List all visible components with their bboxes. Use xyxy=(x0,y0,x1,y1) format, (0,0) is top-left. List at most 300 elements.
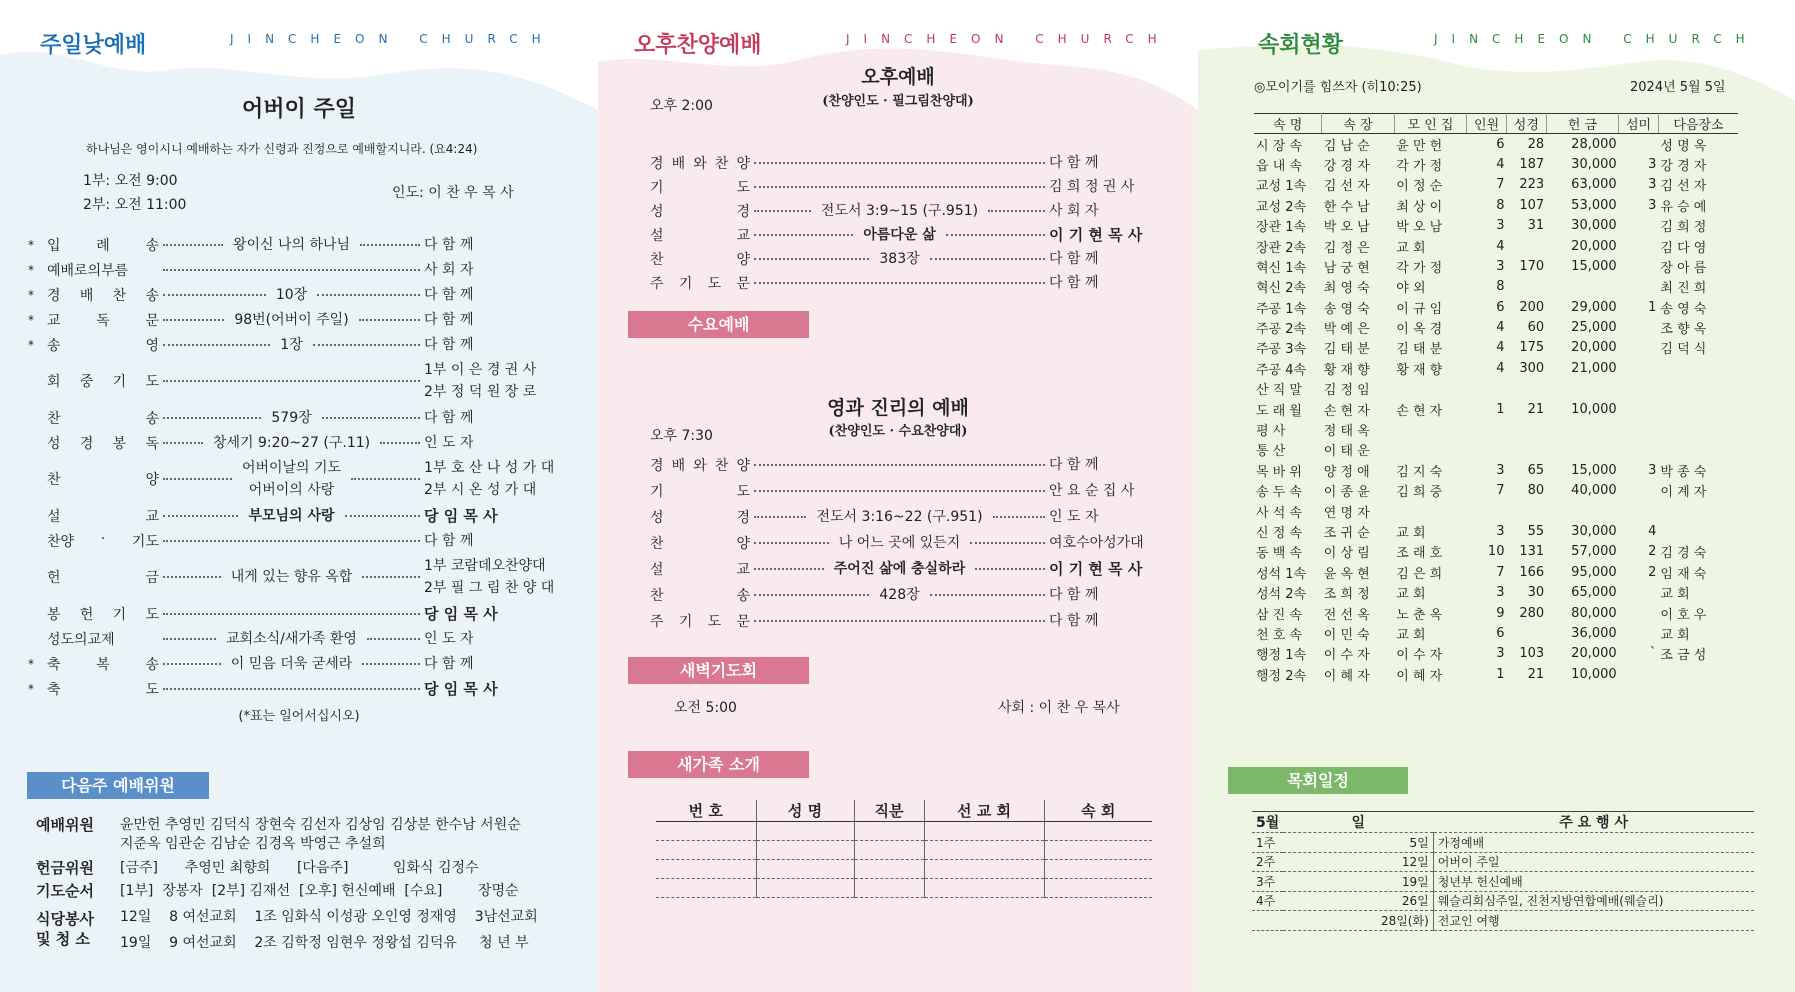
cell-value: 이 정 순 xyxy=(1396,179,1443,195)
cell-value: 주공 4속 xyxy=(1256,362,1307,378)
cell-value: 20,000 xyxy=(1571,238,1617,254)
order-right xyxy=(1049,224,1155,246)
header-wave xyxy=(0,0,598,160)
label-char: 찬 xyxy=(714,458,729,474)
meal-label-2: 및 청 소 xyxy=(36,930,90,948)
cell-value: 223 xyxy=(1519,177,1545,193)
leader-dots xyxy=(946,234,1045,236)
order-row xyxy=(650,176,1155,198)
cell-value xyxy=(1658,501,1738,521)
service-time-1: 1부: 오전 9:00 xyxy=(83,173,178,189)
cell-value xyxy=(1619,256,1659,276)
cell-value: 10,000 xyxy=(1571,666,1617,682)
order-row xyxy=(47,457,562,501)
leader-dots xyxy=(930,594,1045,596)
cell-value: 최 진 희 xyxy=(1660,281,1707,297)
cell-value: 이 민 숙 xyxy=(1323,627,1370,643)
order-right xyxy=(1049,532,1155,554)
schedule-cell xyxy=(1252,911,1283,931)
label-char: 기도 xyxy=(131,534,159,550)
cell-value: 280 xyxy=(1519,605,1545,621)
panel-title: 오후찬양예배 xyxy=(634,33,762,58)
order-right xyxy=(424,530,562,552)
table-row xyxy=(1254,338,1738,358)
nf-header: 속 회 xyxy=(1044,800,1152,822)
cell-value: 최 상 이 xyxy=(1396,199,1443,215)
cell-table-header: 모 인 집 xyxy=(1394,114,1466,134)
cell-value xyxy=(1467,419,1507,439)
label-char: 문 xyxy=(736,276,750,292)
table-row xyxy=(1254,582,1738,602)
cell-value: 4 xyxy=(1496,340,1505,356)
cell-value: 1 xyxy=(1496,401,1505,417)
cell-value: 송 영 숙 xyxy=(1660,301,1707,317)
order-right-text: 당 임 목 사 xyxy=(424,507,498,525)
order-right xyxy=(1049,200,1155,222)
label-char: 도 xyxy=(145,374,159,390)
cell-value: 3 xyxy=(1648,156,1657,172)
cell-value: 장 아 름 xyxy=(1660,260,1707,276)
order-item xyxy=(815,200,984,222)
order-right-text: 다 함 께 xyxy=(1049,251,1099,267)
cell-value: 4 xyxy=(1496,156,1505,172)
label-char: 양 xyxy=(736,458,750,474)
cell-value: 30 xyxy=(1527,585,1545,601)
cell-value: 57,000 xyxy=(1571,544,1617,560)
cell-value xyxy=(1619,236,1659,256)
order-right-text-2: 2부 정 덕 원 장 로 xyxy=(424,384,537,400)
order-row xyxy=(47,432,562,454)
label-char: 배 xyxy=(79,288,94,304)
leader-dots xyxy=(163,417,261,419)
leader-dots xyxy=(163,244,223,246)
stand-note: (*표는 일어서십시오) xyxy=(238,709,360,724)
cell-value: 손 현 자 xyxy=(1396,403,1443,419)
order-label xyxy=(47,235,159,255)
order-row xyxy=(47,628,562,650)
cell-value: 10 xyxy=(1487,544,1505,560)
label-char: 영 xyxy=(145,338,159,354)
cell-value: 조 금 성 xyxy=(1660,648,1707,664)
order-right xyxy=(1049,152,1155,174)
cell-value: 이 호 우 xyxy=(1660,607,1707,623)
label-char: 기 xyxy=(650,180,664,196)
leader-dots xyxy=(993,516,1045,518)
order-label xyxy=(47,433,159,453)
label-char: 예배로의부름 xyxy=(47,263,129,279)
cell-value: 이 종 윤 xyxy=(1323,485,1370,501)
leader-dots xyxy=(163,663,221,665)
table-row xyxy=(1254,644,1738,664)
cell-value: 윤 옥 현 xyxy=(1323,566,1370,582)
cell-value xyxy=(1619,623,1659,643)
table-row xyxy=(1254,481,1738,501)
leader-dots xyxy=(754,186,1045,188)
cell-value xyxy=(1467,379,1507,399)
order-row xyxy=(650,152,1155,174)
label-char: 설 xyxy=(47,509,61,525)
order-right xyxy=(424,359,562,403)
cell-value: 정 태 옥 xyxy=(1323,424,1370,440)
order-item xyxy=(236,457,347,501)
afternoon-time: 오후 2:00 xyxy=(650,98,713,114)
order-right-text: 1부 호 산 나 성 가 대 xyxy=(424,460,555,476)
table-row xyxy=(1254,664,1738,684)
order-right-text: 당 임 목 사 xyxy=(424,605,498,623)
cell-value: 조 향 옥 xyxy=(1660,322,1707,338)
order-label xyxy=(650,455,750,475)
cell-value: 30,000 xyxy=(1571,524,1617,539)
new-family-badge: 새가족 소개 xyxy=(628,751,809,778)
order-item xyxy=(274,334,308,356)
label-char: 교 xyxy=(736,562,750,578)
cell-value: 장관 1속 xyxy=(1256,220,1307,236)
label-char: 주 xyxy=(650,276,664,292)
order-row xyxy=(47,678,562,700)
order-row xyxy=(650,248,1155,270)
cell-value xyxy=(1394,440,1466,460)
label-char: 도 xyxy=(707,614,722,630)
order-right xyxy=(424,457,562,501)
table-row xyxy=(1252,911,1754,931)
cell-value xyxy=(1619,277,1659,297)
cell-value: 6 xyxy=(1496,136,1505,152)
table-row xyxy=(1254,379,1738,399)
offering-label: 헌금위원 xyxy=(36,859,94,877)
order-right xyxy=(424,628,562,650)
leader-dots xyxy=(975,568,1045,570)
wednesday-title: 영과 진리의 예배 xyxy=(827,397,969,419)
cell-value: 3 xyxy=(1648,177,1657,193)
required-star: * xyxy=(28,682,34,696)
order-row xyxy=(650,200,1155,222)
cell-value: 3 xyxy=(1496,524,1505,539)
label-char: 입 xyxy=(47,238,61,254)
label-char: 봉 xyxy=(112,436,127,452)
order-right-text: 여호수아성가대 xyxy=(1049,535,1144,551)
leader-dots xyxy=(754,282,1045,284)
cell-value xyxy=(1506,623,1546,643)
cell-value: 60 xyxy=(1527,320,1545,336)
cell-value: 36,000 xyxy=(1571,625,1617,641)
cell-value: 김 지 숙 xyxy=(1396,464,1443,480)
leader-dots xyxy=(163,638,216,640)
table-row xyxy=(1254,195,1738,215)
cell-value: 야 외 xyxy=(1396,281,1426,297)
order-row xyxy=(650,480,1155,502)
cell-value: 유 승 예 xyxy=(1660,199,1707,215)
cell-table-header: 속 명 xyxy=(1254,114,1322,134)
cell-value: 3 xyxy=(1496,258,1505,274)
order-label xyxy=(47,469,159,489)
order-label xyxy=(650,585,750,605)
cell-value xyxy=(1506,419,1546,439)
cell-value: 7 xyxy=(1496,564,1505,580)
wednesday-time: 오후 7:30 xyxy=(650,428,713,444)
order-row xyxy=(650,532,1155,554)
order-item-text: 579장 xyxy=(271,410,312,426)
schedule-header: 주 요 행 사 xyxy=(1433,812,1754,833)
table-row xyxy=(1254,297,1738,317)
order-right-text: 인 도 자 xyxy=(424,435,474,451)
table-row xyxy=(1254,215,1738,235)
table-row xyxy=(1254,440,1738,460)
label-char: 회 xyxy=(47,374,61,390)
cell-table-header: 속 장 xyxy=(1322,114,1394,134)
order-item-text: 주어진 삶에 충실하라 xyxy=(833,561,966,577)
label-char: 성 xyxy=(650,510,664,526)
order-row xyxy=(650,610,1155,632)
label-char: 축 xyxy=(47,657,61,673)
label-char: 도 xyxy=(145,607,159,623)
order-right xyxy=(1049,248,1155,270)
scripture-verse: 하나님은 영이시니 예배하는 자가 신령과 진정으로 예배할지니라. (요4:24) xyxy=(86,142,478,156)
cell-value: 21,000 xyxy=(1571,360,1617,376)
order-right-text: 다 함 께 xyxy=(424,312,474,328)
order-item-text: 428장 xyxy=(879,587,920,603)
cell-value: 교성 1속 xyxy=(1256,179,1307,195)
order-right xyxy=(424,603,562,625)
cell-value: 3 xyxy=(1496,218,1505,234)
label-char: 설 xyxy=(650,562,664,578)
label-char: 문 xyxy=(145,313,159,329)
cell-value: 성석 2속 xyxy=(1256,587,1307,603)
cell-value: 2 xyxy=(1648,544,1657,560)
label-char: 성 xyxy=(650,204,664,220)
order-right xyxy=(424,555,562,599)
cell-value xyxy=(1658,440,1738,460)
table-row xyxy=(656,822,1152,841)
label-char: 문 xyxy=(736,614,750,630)
order-label xyxy=(47,654,159,674)
label-char: 도 xyxy=(145,682,159,698)
label-char: 와 xyxy=(693,156,707,172)
cell-value: 3 xyxy=(1648,197,1657,213)
order-right-text: 1부 이 은 경 권 사 xyxy=(424,362,537,378)
order-item-text: 98번(어버이 주일) xyxy=(234,312,349,328)
cell-value: 박 오 남 xyxy=(1323,220,1370,236)
leader-dots xyxy=(362,663,420,665)
order-right-text: 다 함 께 xyxy=(1049,613,1099,629)
order-right xyxy=(424,309,562,331)
cell-value: 4 xyxy=(1648,524,1657,539)
order-label xyxy=(650,559,750,579)
cell-value xyxy=(1619,399,1659,419)
cell-value xyxy=(1394,419,1466,439)
table-row xyxy=(656,879,1152,898)
cell-value: 이 혜 자 xyxy=(1323,668,1370,684)
label-char: 찬 xyxy=(47,472,61,488)
cell-value: 28 xyxy=(1527,136,1545,152)
cell-value: 혁신 1속 xyxy=(1256,260,1307,276)
leader-dots xyxy=(313,344,420,346)
label-char: 송 xyxy=(145,657,159,673)
cell-value: 31 xyxy=(1527,218,1545,234)
label-char: 례 xyxy=(96,238,110,254)
dawn-badge: 새벽기도회 xyxy=(628,657,809,684)
schedule-cell: 어버이 주일 xyxy=(1433,852,1754,872)
cell-value xyxy=(1619,379,1659,399)
cell-value xyxy=(1619,419,1659,439)
cell-value: 이 수 자 xyxy=(1323,648,1370,664)
order-item xyxy=(828,558,971,580)
required-star: * xyxy=(28,263,34,277)
table-row xyxy=(1252,891,1754,911)
order-row xyxy=(650,224,1155,246)
cell-value: 21 xyxy=(1527,401,1545,417)
cell-value: 윤 만 헌 xyxy=(1396,138,1443,154)
wednesday-badge: 수요예배 xyxy=(628,311,809,338)
cell-value: 김 희 정 xyxy=(1660,220,1707,236)
wednesday-subtitle: (찬양인도 · 수요찬양대) xyxy=(828,424,968,439)
panel-title: 속회현황 xyxy=(1258,33,1344,58)
order-label xyxy=(650,201,750,221)
cell-value: 175 xyxy=(1519,340,1545,356)
label-char: 경 xyxy=(736,510,750,526)
required-star: * xyxy=(28,313,34,327)
worship-members-2: 지준옥 임관순 김남순 김경옥 박영근 추설희 xyxy=(120,836,386,852)
order-row xyxy=(47,334,562,356)
table-row xyxy=(1254,277,1738,297)
order-right-text: 당 임 목 사 xyxy=(424,680,498,698)
cell-value: 김 선 자 xyxy=(1323,179,1370,195)
cell-value: 4 xyxy=(1496,238,1505,254)
leader-dots xyxy=(754,542,829,544)
cell-value: 29,000 xyxy=(1571,299,1617,315)
cell-value: 강 경 자 xyxy=(1323,158,1370,174)
order-item xyxy=(225,653,359,675)
leader-dots xyxy=(754,568,824,570)
cell-value: 양 정 애 xyxy=(1323,464,1370,480)
order-right-text: 다 함 께 xyxy=(424,533,474,549)
order-item-text: 383장 xyxy=(879,251,920,267)
cell-value xyxy=(1619,603,1659,623)
order-right xyxy=(424,234,562,256)
label-char: 기 xyxy=(650,484,664,500)
cell-value: 80,000 xyxy=(1571,605,1617,621)
schedule-cell: 4주 xyxy=(1252,891,1283,911)
cell-value: 187 xyxy=(1519,156,1545,172)
nf-header: 직분 xyxy=(854,800,924,822)
cell-value: 김 덕 식 xyxy=(1660,342,1707,358)
order-label xyxy=(650,273,750,293)
leader-dots xyxy=(322,417,420,419)
label-char: 양 xyxy=(145,472,159,488)
cell-value: 박 오 남 xyxy=(1396,220,1443,236)
leader-dots xyxy=(163,319,224,321)
cell-value: 목 바 위 xyxy=(1256,464,1302,480)
cell-value: 이 태 운 xyxy=(1323,444,1370,460)
cell-value xyxy=(1619,338,1659,358)
table-row xyxy=(1254,317,1738,337)
cell-value: 53,000 xyxy=(1571,197,1617,213)
leader-dots xyxy=(754,594,869,596)
cell-value xyxy=(1619,582,1659,602)
cell-value xyxy=(1658,358,1738,378)
cell-value: 각 가 정 xyxy=(1396,260,1443,276)
cell-value: 시 장 속 xyxy=(1256,138,1302,154)
cell-value: 이 규 임 xyxy=(1396,301,1443,317)
order-right xyxy=(424,334,562,356)
leader-dots xyxy=(163,478,232,480)
leader-dots xyxy=(163,540,420,542)
cell-value: 4 xyxy=(1496,360,1505,376)
table-row xyxy=(656,841,1152,860)
next-week-badge: 다음주 예배위원 xyxy=(27,772,209,799)
leader-dots xyxy=(163,294,266,296)
cell-value: 최 영 숙 xyxy=(1323,281,1370,297)
schedule-badge: 목회일정 xyxy=(1228,767,1408,794)
cell-value: 송 영 숙 xyxy=(1323,301,1370,317)
order-right xyxy=(424,678,562,700)
cell-value: 20,000 xyxy=(1571,340,1617,356)
cell-value: 65,000 xyxy=(1571,585,1617,601)
table-row xyxy=(1252,852,1754,872)
cell-value xyxy=(1619,481,1659,501)
schedule-cell: 5일 xyxy=(1283,833,1433,853)
cell-value: 주공 1속 xyxy=(1256,301,1307,317)
label-char: 찬 xyxy=(112,288,127,304)
order-label xyxy=(650,177,750,197)
order-label xyxy=(650,611,750,631)
schedule-cell: 3주 xyxy=(1252,872,1283,892)
cell-value xyxy=(1546,277,1618,297)
label-char: 배 xyxy=(671,458,686,474)
cell-value: 임 재 숙 xyxy=(1660,566,1707,582)
leader-dots xyxy=(754,490,1045,492)
cell-value: 63,000 xyxy=(1571,177,1617,193)
order-item xyxy=(227,234,356,256)
cell-value: ` xyxy=(1649,646,1657,662)
order-item-text: 나 어느 곳에 있든지 xyxy=(838,535,961,551)
order-right xyxy=(1049,584,1155,606)
meal-label: 식당봉사 xyxy=(36,910,94,928)
cell-value: 연 명 자 xyxy=(1323,505,1370,521)
cell-value: 각 가 정 xyxy=(1396,158,1443,174)
leader-dots xyxy=(163,613,420,615)
cell-value: 김 은 희 xyxy=(1396,566,1443,582)
label-char: 성 xyxy=(47,436,61,452)
cell-value: 28,000 xyxy=(1571,136,1617,152)
order-item-text: 어버이날의 기도 xyxy=(241,460,342,476)
cell-value: 55 xyxy=(1527,524,1545,539)
order-right xyxy=(1049,480,1155,502)
cell-value: 3 xyxy=(1496,462,1505,478)
table-row xyxy=(1254,419,1738,439)
order-label xyxy=(650,533,750,553)
label-char: 헌 xyxy=(79,607,94,623)
church-name: JINCHEON CHURCH xyxy=(1434,32,1759,46)
schedule-cell: 28일(화) xyxy=(1283,911,1433,931)
afternoon-title: 오후예배 xyxy=(861,66,935,88)
table-row xyxy=(1254,134,1738,154)
cell-value: 4 xyxy=(1496,320,1505,336)
cell-value: 박 예 은 xyxy=(1323,322,1370,338)
order-right-text: 이 기 현 목 사 xyxy=(1049,226,1143,244)
leader-dots xyxy=(988,210,1045,212)
cell-value: 6 xyxy=(1496,299,1505,315)
order-item-text: 아름다운 삶 xyxy=(863,227,936,243)
label-char: 독 xyxy=(145,436,159,452)
order-item xyxy=(810,506,988,528)
cell-value: 김 희 중 xyxy=(1396,485,1443,501)
order-right-text: 다 함 께 xyxy=(1049,457,1099,473)
order-label xyxy=(47,531,159,551)
cell-value: 200 xyxy=(1519,299,1545,315)
leader-dots xyxy=(380,442,420,444)
order-item-text: 창세기 9:20~27 (구.11) xyxy=(212,435,371,451)
cell-value xyxy=(1619,358,1659,378)
